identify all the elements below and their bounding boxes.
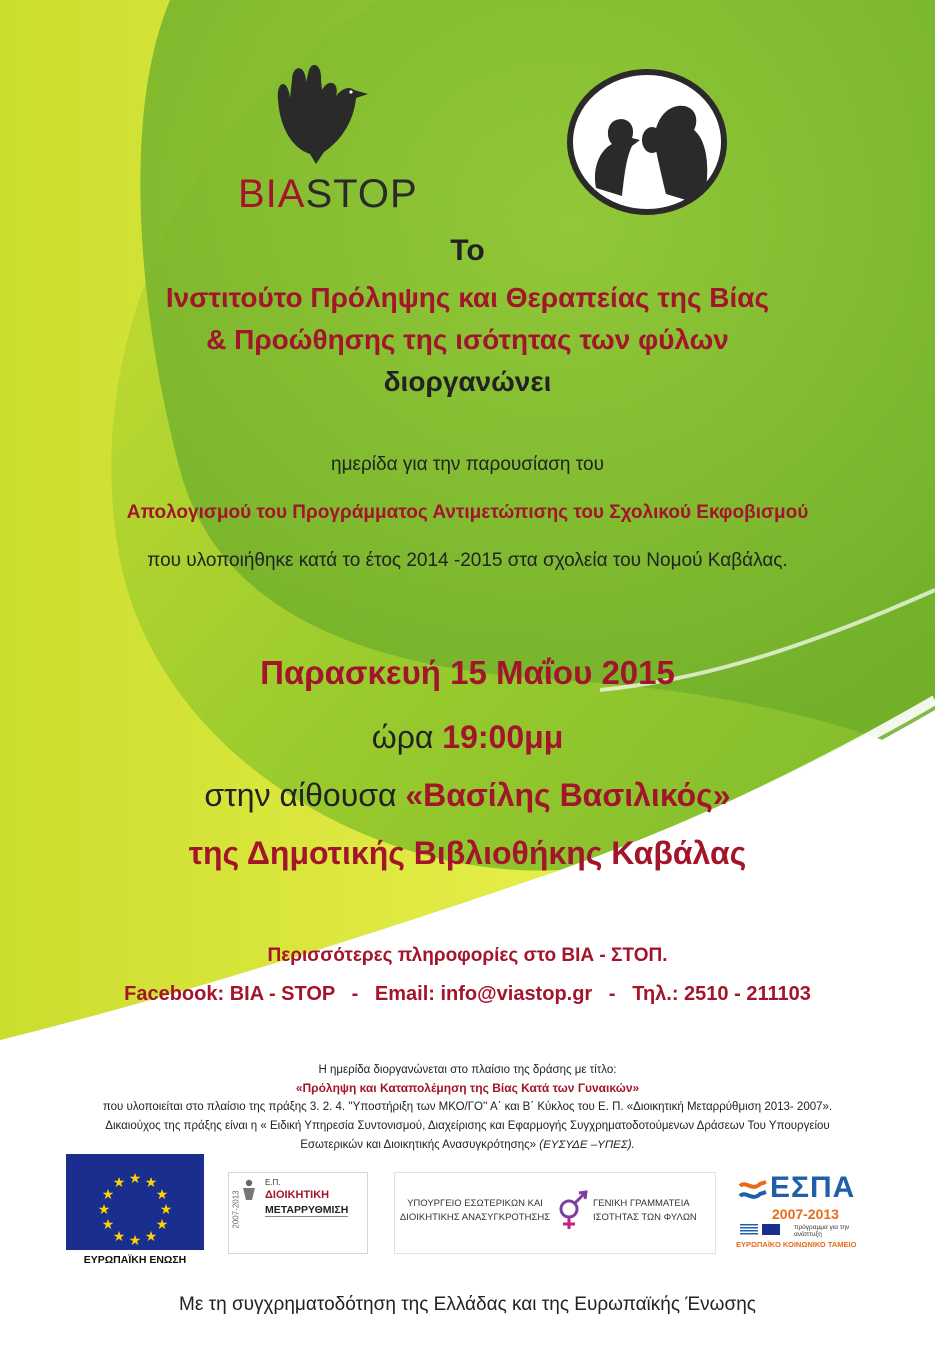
footer-note-3: Δικαιούχος της πράξης είναι η « Ειδική Υπηρεσία Συντονισμού, Διαχείρισης και Εφαρμογής Συγχρηματοδοτούμενων Δράσεων Του Υπουργείου bbox=[105, 1120, 830, 1132]
footer-note-4 bbox=[0, 1137, 935, 1153]
gg-line1: ΓΕΝΙΚΗ ΓΡΑΜΜΑΤΕΙΑ bbox=[593, 1198, 690, 1209]
eu-stars-icon bbox=[66, 1154, 204, 1250]
gender-equality-icon bbox=[555, 1189, 589, 1235]
espa-waves-icon bbox=[738, 1178, 768, 1206]
event-description-2: που υλοποιήθηκε κατά το έτος 2014 -2015 στα σχολεία του Νομού Καβάλας. bbox=[147, 550, 788, 571]
svg-text:★: ★ bbox=[144, 1229, 158, 1245]
svg-text:★: ★ bbox=[155, 1187, 169, 1203]
espa-fund: ΕΥΡΩΠΑΪΚΟ ΚΟΙΝΩΝΙΚΟ ΤΑΜΕΙΟ bbox=[736, 1240, 857, 1249]
organizes-label: διοργανώνει bbox=[383, 366, 552, 397]
ep-small-label: Ε.Π. bbox=[265, 1178, 281, 1187]
svg-text:★: ★ bbox=[128, 1171, 142, 1187]
svg-text:★: ★ bbox=[101, 1187, 115, 1203]
organization-name-line1: Ινστιτούτο Πρόληψης και Θεραπείας της Βίας bbox=[165, 282, 770, 313]
organization-name-line2: & Προώθησης της ισότητας των φύλων bbox=[206, 324, 729, 355]
event-hall-name: «Βασίλης Βασιλικός» bbox=[405, 777, 731, 813]
eu-label: ΕΥΡΩΠΑΪΚΗ ΕΝΩΣΗ bbox=[83, 1254, 187, 1266]
ministry-logo bbox=[394, 1172, 716, 1254]
event-hall bbox=[0, 774, 935, 816]
intro-to: Το bbox=[450, 234, 485, 267]
ep-person-icon bbox=[241, 1179, 257, 1201]
svg-text:★: ★ bbox=[155, 1217, 169, 1233]
svg-text:★: ★ bbox=[144, 1175, 158, 1191]
gg-line2: ΙΣΟΤΗΤΑΣ ΤΩΝ ΦΥΛΩΝ bbox=[593, 1212, 697, 1223]
ep-line1: ΔΙΟΙΚΗΤΙΚΗ bbox=[265, 1189, 330, 1201]
ep-administrative-reform-logo bbox=[228, 1172, 368, 1254]
event-hall-prefix: στην αίθουσα bbox=[204, 777, 406, 813]
event-library: της Δημοτικής Βιβλιοθήκης Καβάλας bbox=[188, 835, 747, 871]
eu-small-flag-icon bbox=[762, 1224, 780, 1235]
ministry-line1: ΥΠΟΥΡΓΕΙΟ ΕΣΩΤΕΡΙΚΩΝ ΚΑΙ bbox=[407, 1198, 543, 1209]
svg-text:★: ★ bbox=[159, 1202, 173, 1218]
espa-logo bbox=[736, 1172, 866, 1256]
svg-text:★: ★ bbox=[128, 1233, 142, 1249]
ep-years: 2007-2013 bbox=[231, 1190, 241, 1229]
event-time bbox=[0, 716, 935, 758]
ministry-line2: ΔΙΟΙΚΗΤΙΚΗΣ ΑΝΑΣΥΓΚΡΟΤΗΣΗΣ bbox=[399, 1212, 551, 1223]
espa-slogan: πρόγραμμα για την ανάπτυξη bbox=[794, 1224, 850, 1238]
cofunding-text: Με τη συγχρηματοδότηση της Ελλάδας και της Ευρωπαϊκής Ένωσης bbox=[179, 1294, 756, 1315]
footer-note-2: που υλοποιείται στο πλαίσιο της πράξης 3. 2. 4. ''Υποστήριξη των ΜΚΟ/ΓΟ'' Α΄ και Β΄ Κύκλος του Ε. Π. «Διοικητική Μεταρρύθμιση 2013- 2007». bbox=[102, 1101, 833, 1113]
svg-text:★: ★ bbox=[97, 1202, 111, 1218]
footer-note-1: Η ημερίδα διοργανώνεται στο πλαίσιο της δράσης με τίτλο: bbox=[318, 1064, 617, 1076]
espa-years: 2007-2013 bbox=[772, 1206, 839, 1222]
event-description-1: ημερίδα για την παρουσίαση του bbox=[331, 454, 604, 475]
eu-flag bbox=[66, 1154, 204, 1250]
biastop-dove-hand-icon bbox=[258, 60, 378, 175]
svg-text:★: ★ bbox=[112, 1175, 126, 1191]
contact-line: Facebook: BIA - STOP - Email: info@viastop.gr - Τηλ.: 2510 - 211103 bbox=[124, 983, 811, 1005]
event-time-value: 19:00μμ bbox=[442, 719, 564, 755]
more-info: Περισσότερες πληροφορίες στο ΒΙΑ - ΣΤΟΠ. bbox=[267, 945, 668, 966]
footer-note-title: «Πρόληψη και Καταπολέμηση της Βίας Κατά των Γυναικών» bbox=[295, 1081, 640, 1095]
svg-text:★: ★ bbox=[112, 1229, 126, 1245]
logo-text-stop: STOP bbox=[305, 172, 418, 216]
footer-note-4-italic: (ΕΥΣΥΔΕ –ΥΠΕΣ). bbox=[536, 1139, 635, 1151]
footer-note-4-main: Εσωτερικών και Διοικητικής Ανασυγκρότησης» bbox=[300, 1139, 537, 1151]
biastop-logo-text bbox=[238, 172, 418, 216]
program-title: Απολογισμού του Προγράμματος Αντιμετώπισης του Σχολικού Εκφοβισμού bbox=[126, 502, 809, 523]
logo-text-bia: BIA bbox=[238, 172, 306, 216]
greek-flag-icon bbox=[740, 1224, 758, 1235]
event-date: Παρασκευή 15 Μαΐου 2015 bbox=[260, 654, 675, 691]
event-time-prefix: ώρα bbox=[371, 719, 443, 755]
svg-text:★: ★ bbox=[101, 1217, 115, 1233]
ep-line2: ΜΕΤΑΡΡΥΘΜΙΣΗ bbox=[265, 1204, 349, 1216]
anti-bullying-circle-icon bbox=[566, 68, 728, 216]
espa-title: ΕΣΠΑ bbox=[770, 1171, 856, 1204]
